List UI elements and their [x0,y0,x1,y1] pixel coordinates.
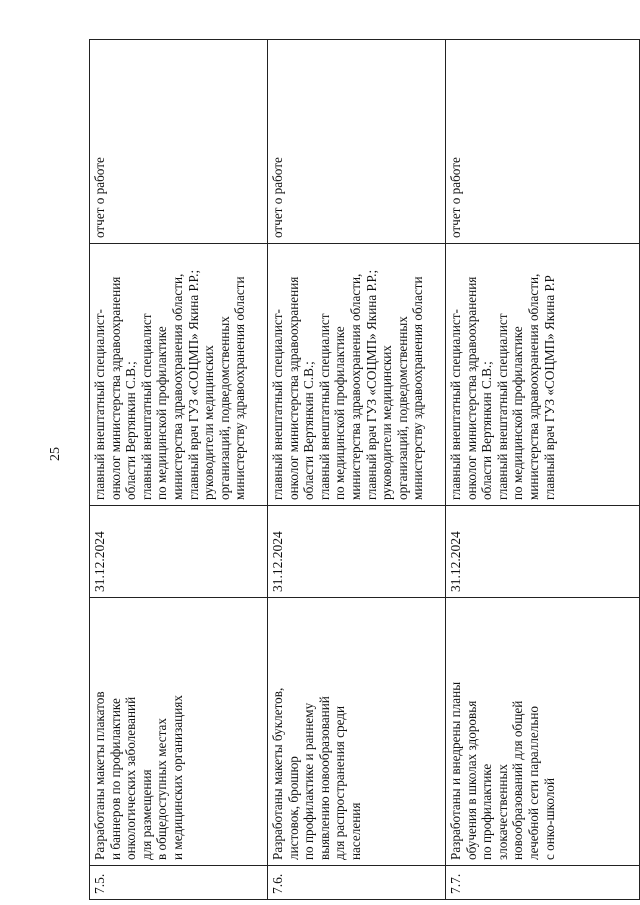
deadline-cell: 31.12.2024 [268,506,446,598]
responsible-line: по медицинской профилактике [332,326,348,500]
responsible-line: министерству здравоохранения области [232,276,248,500]
result-cell: отчет о работе [90,40,268,244]
responsible-line: организаций, подведомственных [394,316,410,500]
responsible-line: по медицинской профилактике [510,326,526,500]
rotated-table-container [89,40,639,900]
event-line: Разработаны и внедрены планы [448,681,463,860]
responsible-line: главный внештатный специалист [138,313,154,500]
deadline-cell: 31.12.2024 [446,506,640,598]
event-line: для размещения [138,769,154,860]
event-line: по профилактике и раннему [301,702,317,860]
result-cell: отчет о работе [268,40,446,244]
row-number: 7.7. [446,866,640,900]
rotated-table-sheet [89,40,639,900]
responsible-line: онколог министерства здравоохранения [463,276,479,500]
table-row [268,40,446,900]
responsible-line: министерства здравоохранения области, [169,273,185,500]
table-row [446,40,640,900]
event-line: обучения в школах здоровья [463,700,479,860]
responsible-line: главный внештатный специалист- [270,309,285,500]
event-line: онкологических заболеваний [123,696,139,860]
responsible-line: главный врач ГУЗ «СОЦМП» Якина Р.Р [541,275,557,500]
responsible-line: министерству здравоохранения области [410,276,426,500]
responsible-line: главный внештатный специалист [316,313,332,500]
event-line: с онко-школой [541,777,557,860]
responsible-line: руководители медицинских [379,345,395,500]
event-line: по профилактике [479,763,495,860]
row-number: 7.5. [90,866,268,900]
responsible-cell [90,244,268,506]
responsible-line: онколог министерства здравоохранения [285,276,301,500]
event-line: для распространения среди [332,705,348,860]
responsible-line: организаций, подведомственных [216,316,232,500]
result-cell: отчет о работе [446,40,640,244]
responsible-line: главный внештатный специалист- [448,309,463,500]
responsible-line: главный врач ГУЗ «СОЦМП» Якина Р.Р.; [185,269,201,500]
responsible-line: онколог министерства здравоохранения [107,276,123,500]
responsible-line: министерства здравоохранения области, [525,273,541,500]
event-cell [268,598,446,866]
event-cell [446,598,640,866]
responsible-line: главный внештатный специалист [494,313,510,500]
event-line: в общедоступных местах [154,718,170,860]
page-number: 25 [48,447,63,461]
responsible-cell [446,244,640,506]
event-line: новообразований для общей [510,700,526,860]
row-number: 7.6. [268,866,446,900]
table-row [90,40,268,900]
responsible-line: министерства здравоохранения области, [347,273,363,500]
responsible-line: главный врач ГУЗ «СОЦМП» Якина Р.Р.; [363,269,379,500]
responsible-line: области Вертянкин С.В.; [479,361,495,500]
event-line: Разработаны макеты плакатов [92,691,107,860]
event-line: населения [347,802,363,860]
event-line: и медицинских организациях [169,695,185,860]
responsible-line: главный внештатный специалист- [92,309,107,500]
event-line: Разработаны макеты буклетов, [270,687,285,860]
event-line: и баннеров по профилактике [107,698,123,860]
event-cell [90,598,268,866]
responsible-cell [268,244,446,506]
plan-table [89,39,640,900]
responsible-line: руководители медицинских [201,345,217,500]
responsible-line: по медицинской профилактике [154,326,170,500]
event-line: лечебной сети параллельно [525,705,541,860]
responsible-line: области Вертянкин С.В.; [301,361,317,500]
responsible-line: области Вертянкин С.В.; [123,361,139,500]
event-line: злокачественных [494,764,510,860]
event-line: выявлению новообразований [316,696,332,860]
deadline-cell: 31.12.2024 [90,506,268,598]
event-line: листовок, брошюр [285,756,301,860]
